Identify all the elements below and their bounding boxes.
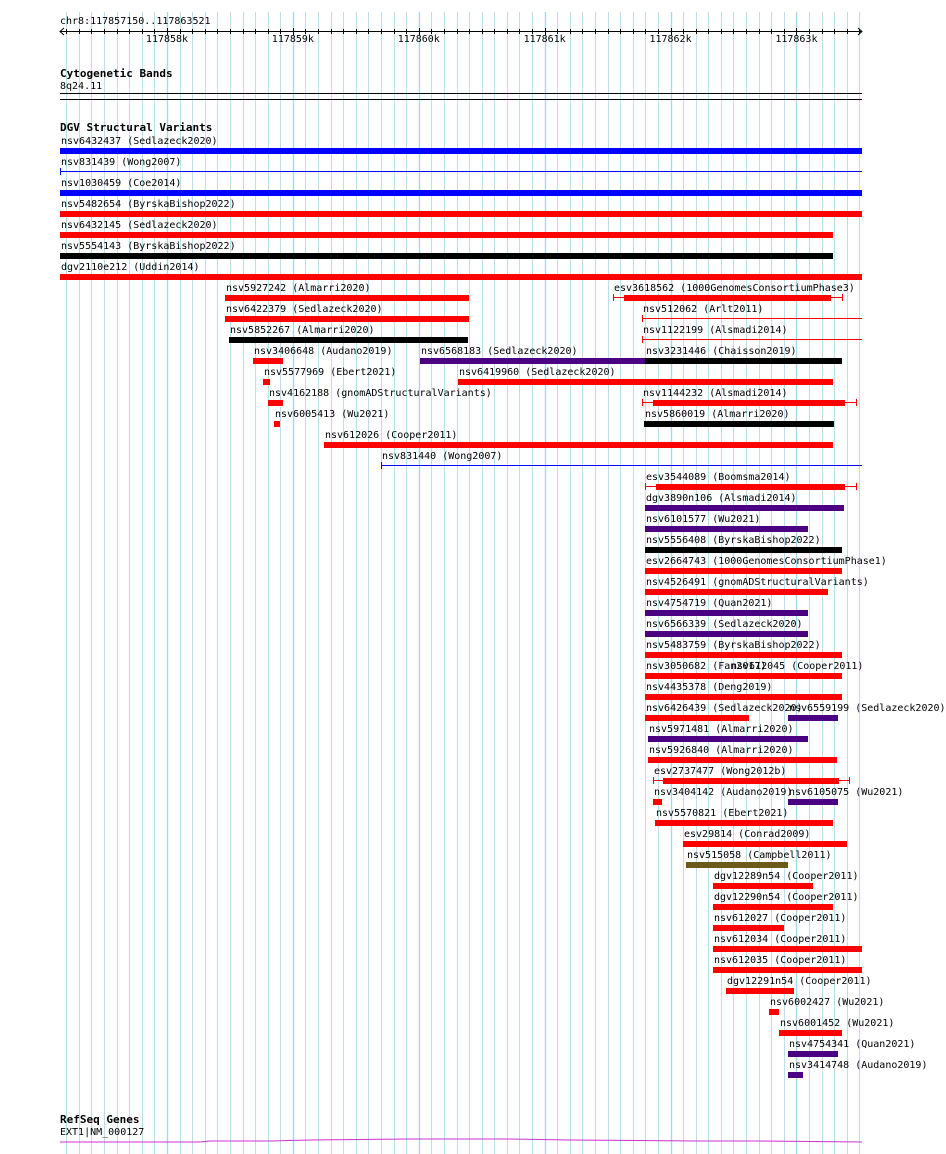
- ruler-tick-label: 117858k: [145, 34, 189, 45]
- gene-intron-line: [60, 1139, 862, 1142]
- variant-label[interactable]: nsv6422379 (Sedlazeck2020): [226, 304, 383, 315]
- variant-label[interactable]: dgv2110e212 (Uddin2014): [61, 262, 200, 273]
- variant-label[interactable]: nsv6419960 (Sedlazeck2020): [459, 367, 616, 378]
- variant-bar-nsv5927242[interactable]: [225, 295, 469, 301]
- variant-label[interactable]: nsv5577969 (Ebert2021): [264, 367, 397, 378]
- variant-bar-nsv4435378[interactable]: [645, 694, 842, 700]
- variant-label[interactable]: nsv6568183 (Sedlazeck2020): [421, 346, 578, 357]
- variant-start-cap: [381, 462, 382, 469]
- variant-bar-nsv6422379[interactable]: [225, 316, 469, 322]
- variant-label[interactable]: nsv4162188 (gnomADStructuralVariants): [269, 388, 492, 399]
- variant-label[interactable]: nsv6432437 (Sedlazeck2020): [61, 136, 218, 147]
- variant-label[interactable]: nsv512062 (Arlt2011): [643, 304, 764, 315]
- variant-core-nsv1144232[interactable]: [653, 400, 845, 406]
- variant-bar-nsv1030459[interactable]: [60, 190, 862, 196]
- ruler-tick-label: 117860k: [397, 34, 440, 45]
- variant-end-cap: [856, 399, 857, 406]
- variant-bar-nsv5482654[interactable]: [60, 211, 862, 217]
- variant-label[interactable]: nsv3406648 (Audano2019): [254, 346, 393, 357]
- variant-bar-nsv6002427[interactable]: [769, 1009, 779, 1015]
- variant-label[interactable]: nsv6005413 (Wu2021): [275, 409, 390, 420]
- variant-start-cap: [642, 315, 643, 322]
- variant-line-nsv831439[interactable]: [60, 171, 862, 172]
- variant-label[interactable]: nsv1144232 (Alsmadi2014): [643, 388, 788, 399]
- variant-bar-nsv3414748[interactable]: [788, 1072, 803, 1078]
- variant-label[interactable]: nsv6002427 (Wu2021): [770, 997, 885, 1008]
- variant-bar-nsv6432145[interactable]: [60, 232, 833, 238]
- variant-bar-nsv5971481[interactable]: [648, 736, 808, 742]
- variant-bar-nsv3406648[interactable]: [253, 358, 283, 364]
- ruler-tick-label: 117861k: [523, 34, 566, 45]
- variant-label[interactable]: nsv515058 (Campbell2011): [687, 850, 832, 861]
- variant-label[interactable]: esv3618562 (1000GenomesConsortiumPhase3): [614, 283, 855, 294]
- cytoband-label: 8q24.11: [60, 81, 103, 92]
- variant-label[interactable]: nsv1122199 (Alsmadi2014): [643, 325, 788, 336]
- variant-label[interactable]: nsv6426439 (Sedlazeck2020): [646, 703, 803, 714]
- variant-bar-nsv5577969[interactable]: [263, 379, 270, 385]
- variant-label[interactable]: nsv3414748 (Audano2019): [789, 1060, 928, 1071]
- variant-label[interactable]: nsv6432145 (Sedlazeck2020): [61, 220, 218, 231]
- region-label: chr8:117857150..117863521: [60, 16, 211, 27]
- variant-label[interactable]: nsv4754719 (Quan2021): [646, 598, 773, 609]
- variant-label[interactable]: nsv5852267 (Almarri2020): [230, 325, 375, 336]
- variant-bar-nsv6432437[interactable]: [60, 148, 862, 154]
- variant-label[interactable]: nsv5554143 (ByrskaBishop2022): [61, 241, 236, 252]
- refseq-gene-label[interactable]: EXT1|NM_000127: [60, 1127, 145, 1138]
- variant-label[interactable]: nsv1030459 (Coe2014): [61, 178, 182, 189]
- variant-bar-nsv6005413[interactable]: [274, 421, 280, 427]
- variant-label[interactable]: nsv5927242 (Almarri2020): [226, 283, 371, 294]
- variant-end-cap: [849, 777, 850, 784]
- variant-bar-nsv6426439[interactable]: [645, 715, 749, 721]
- variant-bar-nsv6101577[interactable]: [645, 526, 808, 532]
- variant-label[interactable]: nsv612027 (Cooper2011): [714, 913, 847, 924]
- variant-label[interactable]: nsv6105075 (Wu2021): [789, 787, 904, 798]
- variant-label[interactable]: nsv6566339 (Sedlazeck2020): [646, 619, 803, 630]
- variant-bar-nsv5570821[interactable]: [655, 820, 833, 826]
- refseq-track-title[interactable]: RefSeq Genes: [60, 1113, 140, 1126]
- variant-label[interactable]: esv2737477 (Wong2012b): [654, 766, 787, 777]
- variant-label[interactable]: nsv5971481 (Almarri2020): [649, 724, 794, 735]
- variant-label[interactable]: nsv6559199 (Sedlazeck2020): [789, 703, 946, 714]
- variant-bar-nsv6568183[interactable]: [420, 358, 645, 364]
- variant-label[interactable]: nsv3050682 (Fan2017): [646, 661, 767, 672]
- variant-label[interactable]: nsv3404142 (Audano2019): [654, 787, 793, 798]
- variant-end-cap: [856, 483, 857, 490]
- variant-bar-esv2664743[interactable]: [645, 568, 842, 574]
- variant-bar-nsv4754341[interactable]: [788, 1051, 838, 1057]
- variant-label[interactable]: nsv4526491 (gnomADStructuralVariants): [646, 577, 869, 588]
- variant-bar-nsv612026[interactable]: [324, 442, 833, 448]
- ruler-tick-label: 117863k: [775, 34, 818, 45]
- variant-start-cap: [613, 294, 614, 301]
- variant-bar-nsv612027[interactable]: [713, 925, 784, 931]
- variant-core-esv3544089[interactable]: [656, 484, 845, 490]
- dgv-track-title[interactable]: DGV Structural Variants: [60, 121, 213, 134]
- variant-label[interactable]: nsv5556408 (ByrskaBishop2022): [646, 535, 821, 546]
- variant-core-esv3618562[interactable]: [624, 295, 831, 301]
- variant-label[interactable]: nsv5926840 (Almarri2020): [649, 745, 794, 756]
- variant-bar-nsv612045[interactable]: [730, 673, 842, 679]
- variant-label[interactable]: dgv12290n54 (Cooper2011): [714, 892, 859, 903]
- variant-label[interactable]: nsv5482654 (ByrskaBishop2022): [61, 199, 236, 210]
- variant-bar-nsv3231446[interactable]: [645, 358, 842, 364]
- variant-label[interactable]: esv29814 (Conrad2009): [684, 829, 811, 840]
- variant-line-nsv1122199[interactable]: [642, 339, 862, 340]
- variant-label[interactable]: nsv5483759 (ByrskaBishop2022): [646, 640, 821, 651]
- variant-label[interactable]: nsv4435378 (Deng2019): [646, 682, 773, 693]
- variant-bar-dgv12289n54[interactable]: [713, 883, 813, 889]
- variant-bar-esv29814[interactable]: [683, 841, 847, 847]
- variant-bar-nsv3404142[interactable]: [653, 799, 662, 805]
- variant-bar-nsv5860019[interactable]: [644, 421, 834, 427]
- variant-bar-nsv6559199[interactable]: [788, 715, 838, 721]
- variant-label[interactable]: nsv612026 (Cooper2011): [325, 430, 458, 441]
- variant-label[interactable]: nsv612034 (Cooper2011): [714, 934, 847, 945]
- cytoband-track-title[interactable]: Cytogenetic Bands: [60, 67, 173, 80]
- variant-line-nsv831440[interactable]: [381, 465, 862, 466]
- variant-bar-nsv515058[interactable]: [686, 862, 788, 868]
- variant-label[interactable]: dgv12289n54 (Cooper2011): [714, 871, 859, 882]
- variant-label[interactable]: nsv831440 (Wong2007): [382, 451, 503, 462]
- variant-label[interactable]: esv2664743 (1000GenomesConsortiumPhase1): [646, 556, 887, 567]
- ruler-tick-label: 117862k: [649, 34, 692, 45]
- variant-end-cap: [842, 294, 843, 301]
- variant-bar-nsv6105075[interactable]: [788, 799, 838, 805]
- variant-label[interactable]: nsv612045 (Cooper2011): [731, 661, 864, 672]
- variant-start-cap: [653, 777, 654, 784]
- variant-label[interactable]: nsv4754341 (Quan2021): [789, 1039, 916, 1050]
- variant-label[interactable]: nsv612035 (Cooper2011): [714, 955, 847, 966]
- variant-bar-nsv612035[interactable]: [713, 967, 862, 973]
- variant-line-nsv512062[interactable]: [642, 318, 862, 319]
- variant-bar-nsv5483759[interactable]: [645, 652, 842, 658]
- variant-label[interactable]: dgv12291n54 (Cooper2011): [727, 976, 872, 987]
- ruler-tick-label: 117859k: [271, 34, 314, 45]
- variant-bar-nsv4526491[interactable]: [645, 589, 828, 595]
- variant-bar-dgv12290n54[interactable]: [713, 904, 833, 910]
- variant-bar-nsv4162188[interactable]: [268, 400, 283, 406]
- variant-bar-nsv612034[interactable]: [713, 946, 862, 952]
- variant-bar-nsv3050682[interactable]: [645, 673, 730, 679]
- variant-bar-nsv5852267[interactable]: [229, 337, 468, 343]
- variant-start-cap: [645, 483, 646, 490]
- variant-label[interactable]: dgv3890n106 (Alsmadi2014): [646, 493, 797, 504]
- variant-bar-nsv5554143[interactable]: [60, 253, 833, 259]
- variant-bar-nsv4754719[interactable]: [645, 610, 808, 616]
- variant-bar-nsv6566339[interactable]: [645, 631, 808, 637]
- variant-label[interactable]: nsv6101577 (Wu2021): [646, 514, 761, 525]
- variant-core-esv2737477[interactable]: [663, 778, 839, 784]
- variant-bar-dgv2110e212[interactable]: [60, 274, 862, 280]
- variant-bar-nsv6001452[interactable]: [779, 1030, 842, 1036]
- variant-start-cap: [642, 399, 643, 406]
- variant-label[interactable]: nsv831439 (Wong2007): [61, 157, 182, 168]
- variant-label[interactable]: esv3544089 (Boomsma2014): [646, 472, 791, 483]
- variant-bar-nsv5556408[interactable]: [645, 547, 842, 553]
- variant-bar-nsv5926840[interactable]: [648, 757, 837, 763]
- variant-bar-dgv12291n54[interactable]: [726, 988, 794, 994]
- refseq-gene-model[interactable]: [60, 1136, 862, 1146]
- variant-label[interactable]: nsv3231446 (Chaisson2019): [646, 346, 797, 357]
- variant-start-cap: [642, 336, 643, 343]
- variant-bar-nsv6419960[interactable]: [458, 379, 833, 385]
- variant-label[interactable]: nsv6001452 (Wu2021): [780, 1018, 895, 1029]
- variant-start-cap: [60, 168, 61, 175]
- variant-bar-dgv3890n106[interactable]: [645, 505, 844, 511]
- variant-label[interactable]: nsv5570821 (Ebert2021): [656, 808, 789, 819]
- variant-label[interactable]: nsv5860019 (Almarri2020): [645, 409, 790, 420]
